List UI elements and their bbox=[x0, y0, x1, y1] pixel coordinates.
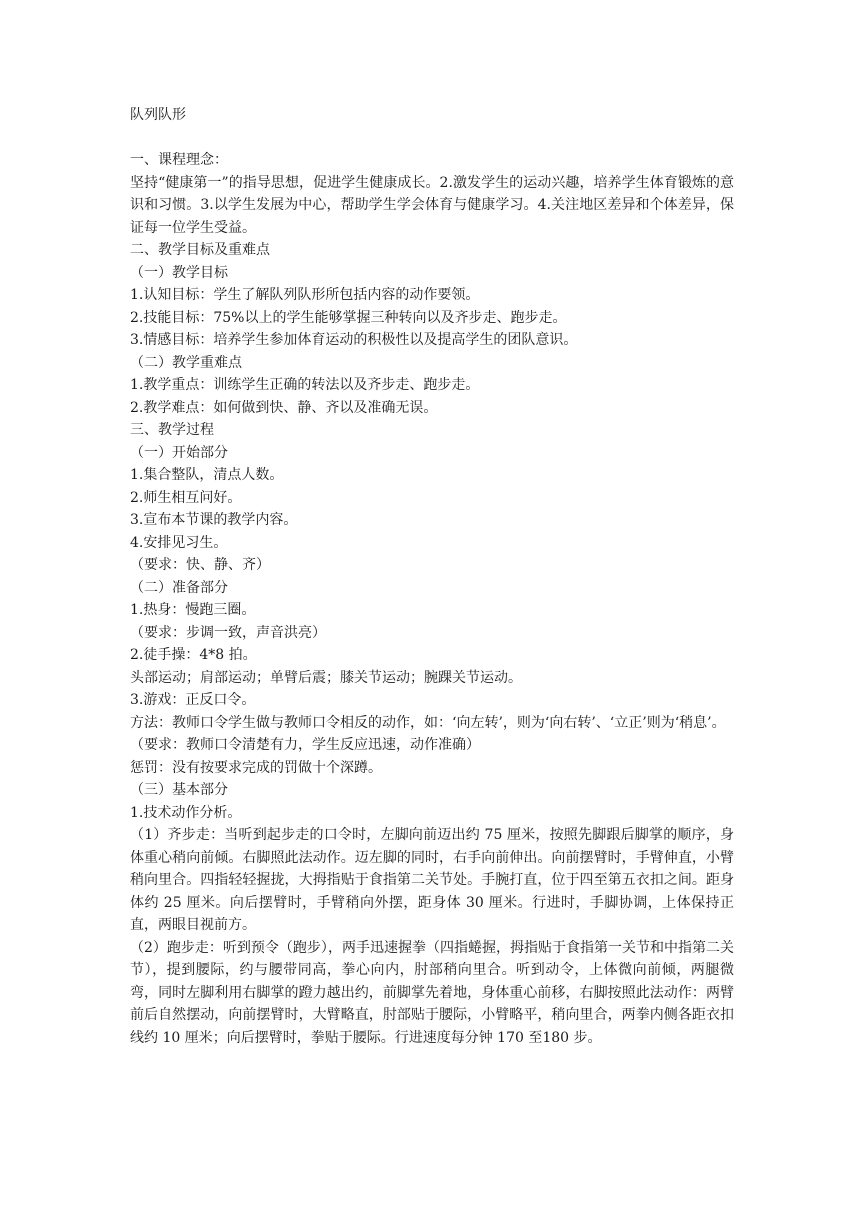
prep-calisthenics-detail: 头部运动；肩部运动；单臂后震；膝关节运动；腕踝关节运动。 bbox=[130, 669, 522, 686]
document-title: 队列队形 bbox=[130, 107, 186, 123]
section-heading-goals: 二、教学目标及重难点 bbox=[130, 242, 270, 258]
goal-cognitive: 1.认知目标：学生了解队列队形所包括内容的动作要领。 bbox=[130, 287, 480, 303]
prep-game-method: 方法：教师口令学生做与教师口令相反的动作，如：‘向左转’，则为‘向右转’、‘立正’则为‘稍息’。 bbox=[130, 714, 726, 731]
prep-warmup-requirement: （要求：步调一致，声音洪亮） bbox=[130, 624, 326, 641]
subheading-opening: （一）开始部分 bbox=[130, 444, 228, 461]
prep-calisthenics: 2.徒手操：4*8 拍。 bbox=[130, 647, 257, 663]
basic-march: （1）齐步走：当听到起步走的口令时，左脚向前迈出约 75 厘米，按照先脚跟后脚掌的顺序，身体重心稍向前倾。右脚照此法动作。迈左脚的同时，右手向前伸出。向前摆臂时，手臂伸直，小臂稍向里合。四指轻轻握拢，大拇指贴于食指第二关节处。手腕打直，位于四至第五衣扣之间。距身体约 25 厘米。向后摆臂时，手臂稍向外摆，距身体 30 厘米。行进时，手脚协调，上体保持正直，两眼目视前方。 bbox=[130, 827, 734, 933]
opening-requirement: （要求：快、静、齐） bbox=[130, 557, 270, 573]
goal-skill: 2.技能目标：75%以上的学生能够掌握三种转向以及齐步走、跑步走。 bbox=[130, 309, 567, 326]
goal-emotional: 3.情感目标：培养学生参加体育运动的积极性以及提高学生的团队意识。 bbox=[130, 332, 578, 348]
prep-game: 3.游戏：正反口令。 bbox=[130, 692, 256, 708]
prep-game-requirement: （要求：教师口令清楚有力，学生反应迅速，动作准确） bbox=[130, 737, 480, 753]
basic-run: （2）跑步走：听到预令（跑步），两手迅速握拳（四指蜷握，拇指贴于食指第一关节和中指第二关节），提到腰际，约与腰带同高，拳心向内，肘部稍向里合。听到动令，上体微向前倾，两腿微弯，同时左脚利用右脚掌的蹬力越出约，前脚掌先着地，身体重心前移，右脚按照此法动作：两臂前后自然摆动，向前摆臂时，大臂略直，肘部贴于腰际，小臂略平，稍向里合，两拳内侧各距衣扣线约 10 厘米；向后摆臂时，拳贴于腰际。行进速度每分钟 170 至180 步。 bbox=[130, 939, 734, 1046]
opening-item-4: 4.安排见习生。 bbox=[130, 534, 228, 551]
section-heading-process: 三、教学过程 bbox=[130, 422, 214, 438]
section-heading-philosophy: 一、课程理念： bbox=[130, 152, 228, 168]
blank-line bbox=[130, 127, 734, 150]
key-point: 1.教学重点：训练学生正确的转法以及齐步走、跑步走。 bbox=[130, 377, 480, 393]
subheading-basic: （三）基本部分 bbox=[130, 782, 228, 798]
prep-game-penalty: 惩罚：没有按要求完成的罚做十个深蹲。 bbox=[130, 759, 382, 776]
subheading-key-points: （二）教学重难点 bbox=[130, 354, 242, 371]
subheading-teaching-goals: （一）教学目标 bbox=[130, 264, 228, 281]
prep-warmup: 1.热身：慢跑三圈。 bbox=[130, 602, 256, 618]
opening-item-3: 3.宣布本节课的教学内容。 bbox=[130, 512, 298, 528]
subheading-preparation: （二）准备部分 bbox=[130, 579, 228, 596]
basic-analysis: 1.技术动作分析。 bbox=[130, 804, 242, 821]
difficult-point: 2.教学难点：如何做到快、静、齐以及准确无误。 bbox=[130, 399, 438, 416]
opening-item-1: 1.集合整队，清点人数。 bbox=[130, 467, 284, 483]
opening-item-2: 2.师生相互问好。 bbox=[130, 489, 242, 506]
document-page bbox=[130, 104, 734, 1049]
philosophy-paragraph: 坚持“健康第一”的指导思想，促进学生健康成长。2.激发学生的运动兴趣，培养学生体育锻炼的意识和习惯。3.以学生发展为中心，帮助学生学会体育与健康学习。4.关注地区差异和个体差异，保证每一位学生受益。 bbox=[130, 174, 734, 236]
